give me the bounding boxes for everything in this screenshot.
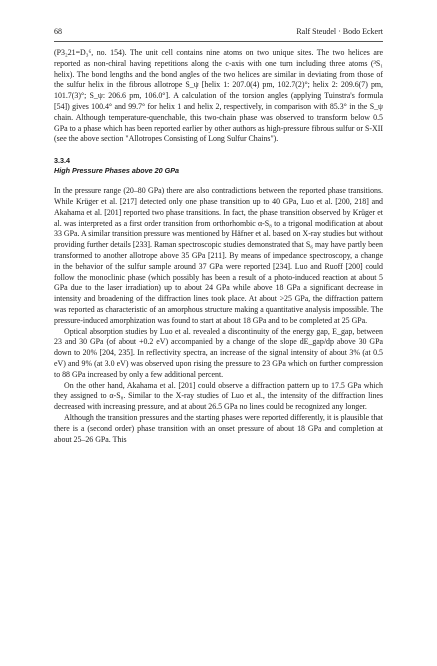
section-number: 3.3.4 <box>54 155 70 165</box>
header-rule <box>54 41 383 42</box>
paragraph: On the other hand, Akahama et al. [201] could observe a diffraction pattern up to 17.5 GPa which they assigned to α-S₈. Similar to the X-ray studies of Luo et al., the intensity of the diffraction lines decreased with increasing pressure, and at about 26.5 GPa no lines could be recognized any longer. <box>54 380 383 412</box>
section-spacer <box>54 145 383 156</box>
paragraph: Optical absorption studies by Luo et al. revealed a discontinuity of the energy gap, E_gap, between 23 and 30 GPa (of about +0.2 eV) accompanied by a change of the slope dE_gap/dp above 30 GPa down to 20% [204, 235]. In reflectivity spectra, an increase of the signal intensity of about 3% (at 0.5 eV) and 9% (at 3.0 eV) was observed upon rising the pressure to 23 GPa which on further compression to 88 GPa increased by only a few additional percent. <box>54 326 383 379</box>
section-spacer <box>54 176 383 187</box>
paragraph: Although the transition pressures and the starting phases were reported differently, it is plausible that there is a (second order) phase transition with an onset pressure of about 18 GPa and completion at about 25–26 GPa. This <box>54 412 383 444</box>
paragraph-continued: (P3₂21=D₃⁶, no. 154). The unit cell contains nine atoms on two unique sites. The two helices are reported as non-chiral having repetitions along the c-axis with one turn including three atoms (³S₁ helix). The bond lengths and the bond angles of the two helices are similar in deviating from those of the sulfur helix in the fibrous allotrope S_ψ [helix 1: 207.0(4) pm, 102.7(2)°; helix 2: 209.6(7) pm, 101.7(3)°; S_ψ: 206.6 pm, 106.0°]. A calculation of the torsion angles (applying Tuinstra's formula [54]) gives 100.4° and 99.7° for helix 1 and helix 2, respectively, in comparison with 85.3° in the S_ψ chain. Although temperature-quenchable, this two-chain phase was observed to transform below 0.5 GPa to a phase which has been reported earlier by other authors as high-pressure fibrous sulfur or S-XII (see the above section "Allotropes Consisting of Long Sulfur Chains"). <box>54 48 383 144</box>
page-number: 68 <box>54 27 62 36</box>
running-head: Ralf Steudel · Bodo Eckert <box>296 27 383 36</box>
section-title: High Pressure Phases above 20 GPa <box>54 165 180 175</box>
page-header <box>54 27 383 39</box>
paragraph: In the pressure range (20–80 GPa) there are also contradictions between the reported phase transitions. While Krüger et al. [217] detected only one phase transition up to 40 GPa, Luo et al. [200, 218] and Akahama et al. [201] reported two phase transitions. In fact, the phase transition observed by Krüger et al. was interpreted as a first order transition from orthorhombic α-S₈ to a trigonal modification at about 33 GPa. A similar transition pressure was mentioned by Häfner et al. based on X-ray studies but without providing further details [233]. Raman spectroscopic studies demonstrated that S₆ may have partly been transformed to another allotrope above 35 GPa [211]. By means of impedance spectroscopy, a change in the behavior of the sulfur sample around 37 GPa were reported [234]. Luo and Ruoff [200] could follow the monoclinic phase (which possibly has been a result of a photo-induced reaction at about 5 GPa due to the laser irradiation) up to about 24 GPa while above 18 GPa a significant decrease in intensity and broadening of the diffraction lines took place. At about >25 GPa, the diffraction pattern was reported as characteristic of an amorphous structure making a quantitative analysis impossible. The pressure-induced amorphization was found to start at about 18 GPa and to be completed at 25 GPa. <box>54 186 383 325</box>
page-body <box>54 48 383 445</box>
